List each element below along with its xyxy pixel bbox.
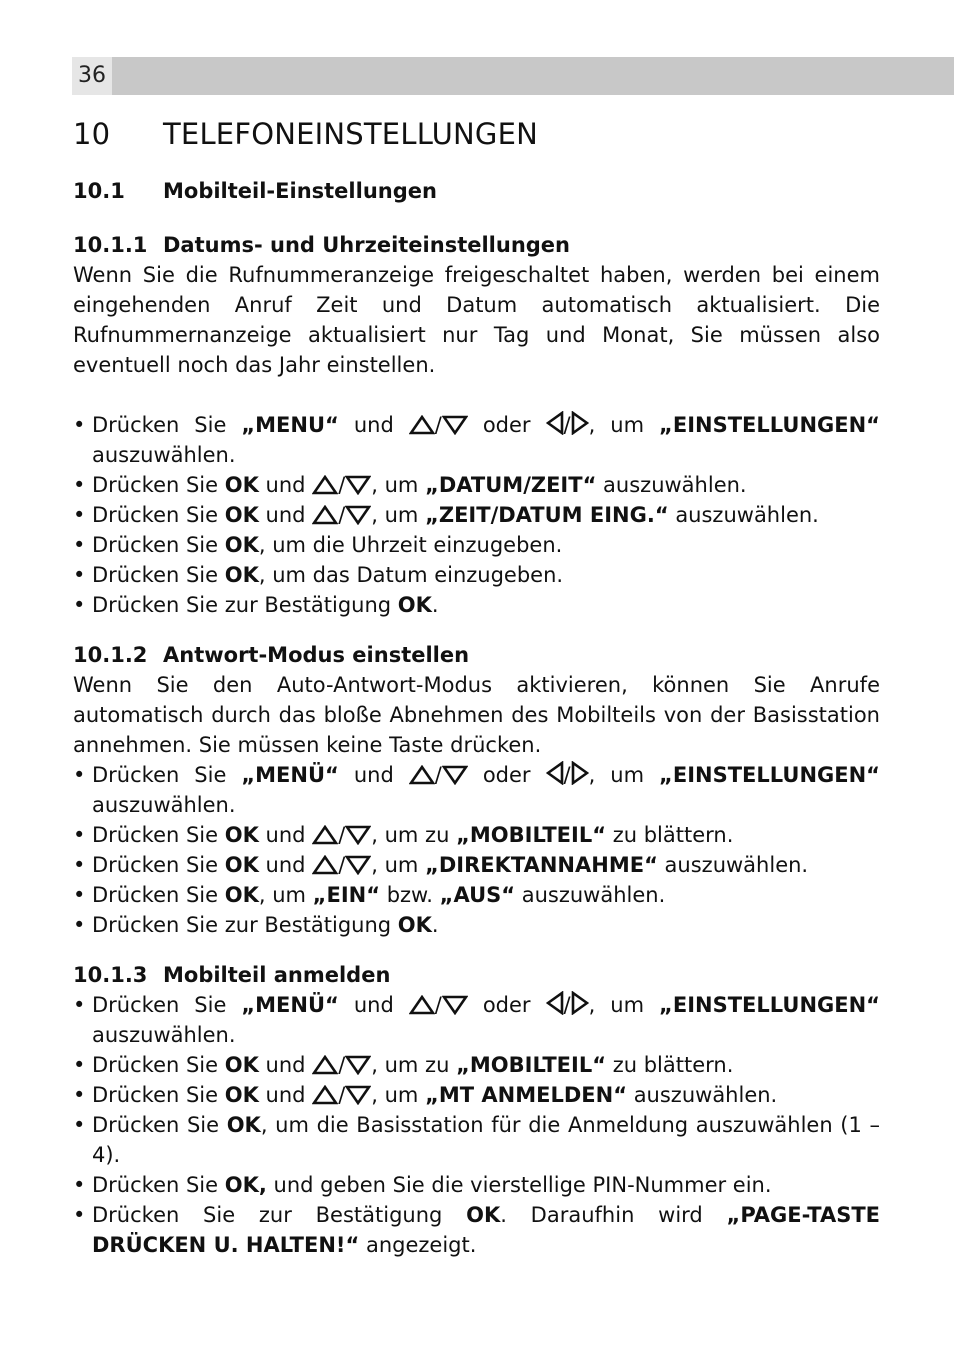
chapter-heading — [73, 112, 880, 156]
up-down-keys — [409, 763, 468, 787]
up-triangle-icon — [312, 1055, 338, 1075]
right-triangle-icon — [571, 411, 589, 435]
list-item: • Drücken Sie OK und / , um zu „MOBILTEIL“ zu blättern. — [73, 1050, 880, 1080]
left-triangle-icon — [546, 411, 564, 435]
right-triangle-icon — [571, 991, 589, 1015]
slash-separator: / — [563, 413, 571, 437]
up-down-keys — [312, 473, 371, 497]
chapter-number: 10 — [73, 117, 111, 151]
up-triangle-icon — [312, 505, 338, 525]
slash-separator: / — [434, 763, 442, 787]
list-item: • Drücken Sie OK und / , um zu „MOBILTEIL“ zu blättern. — [73, 820, 880, 850]
instruction-list — [73, 410, 880, 620]
list-item: • Drücken Sie zur Bestätigung OK. Daraufhin wird „PAGE-TASTE DRÜCKEN U. HALTEN!“ angezeigt. — [73, 1200, 880, 1260]
up-triangle-icon — [312, 855, 338, 875]
down-triangle-icon — [442, 995, 468, 1015]
list-item: • Drücken Sie OK und / , um „ZEIT/DATUM EING.“ auszuwählen. — [73, 500, 880, 530]
instruction-list — [73, 990, 880, 1260]
instruction-list — [73, 760, 880, 940]
left-right-keys — [546, 993, 589, 1017]
down-triangle-icon — [442, 415, 468, 435]
intro-paragraph: Wenn Sie die Rufnummeranzeige freigeschaltet haben, werden bei einem eingehenden Anruf Zeit und Datum automatisch aktualisiert. Die Rufnummernanzeige aktualisiert nur Tag und Monat, Sie müssen also eventuell noch das Jahr einstellen. — [73, 263, 880, 377]
up-down-keys — [312, 503, 371, 527]
up-triangle-icon — [409, 995, 435, 1015]
slash-separator: / — [563, 993, 571, 1017]
page-content — [73, 112, 880, 1260]
list-item: • Drücken Sie OK, um das Datum einzugeben. — [73, 560, 880, 590]
list-item: • Drücken Sie „MENÜ“ und / oder / , um „EINSTELLUNGEN“ auszuwählen. — [73, 990, 880, 1050]
subsection-title: Mobilteil anmelden — [163, 963, 391, 987]
down-triangle-icon — [345, 825, 371, 845]
down-triangle-icon — [345, 505, 371, 525]
subsection-heading — [73, 960, 880, 990]
list-item: • Drücken Sie OK, um die Basisstation für die Anmeldung auszuwählen (1 – 4). — [73, 1110, 880, 1170]
subsection-number: 10.1.2 — [73, 643, 148, 667]
up-triangle-icon — [409, 765, 435, 785]
subsection-title: Datums- und Uhrzeiteinstellungen — [163, 233, 570, 257]
up-down-keys — [312, 1083, 371, 1107]
section-title: Mobilteil-Einstellungen — [163, 179, 437, 203]
up-down-keys — [409, 413, 468, 437]
down-triangle-icon — [442, 765, 468, 785]
slash-separator: / — [434, 993, 442, 1017]
list-item: • Drücken Sie zur Bestätigung OK. — [73, 910, 880, 940]
subsection-title: Antwort-Modus einstellen — [163, 643, 470, 667]
left-right-keys — [546, 413, 589, 437]
chapter-title: TELEFONEINSTELLUNGEN — [163, 117, 539, 151]
subsection-number: 10.1.3 — [73, 963, 148, 987]
intro-paragraph: Wenn Sie den Auto-Antwort-Modus aktivieren, können Sie Anrufe automatisch durch das bloße Abnehmen des Mobilteils von der Basisstation annehmen. Sie müssen keine Taste drücken. — [73, 673, 880, 757]
list-item: • Drücken Sie OK und / , um „DATUM/ZEIT“ auszuwählen. — [73, 470, 880, 500]
list-item: • Drücken Sie OK, um „EIN“ bzw. „AUS“ auszuwählen. — [73, 880, 880, 910]
up-down-keys — [312, 853, 371, 877]
list-item: • Drücken Sie zur Bestätigung OK. — [73, 590, 880, 620]
slash-separator: / — [338, 473, 346, 497]
down-triangle-icon — [345, 1055, 371, 1075]
right-triangle-icon — [571, 761, 589, 785]
down-triangle-icon — [345, 1085, 371, 1105]
subsection-number: 10.1.1 — [73, 233, 148, 257]
down-triangle-icon — [345, 475, 371, 495]
list-item: • Drücken Sie OK und / , um „MT ANMELDEN“ auszuwählen. — [73, 1080, 880, 1110]
slash-separator: / — [338, 1053, 346, 1077]
list-item: • Drücken Sie OK, und geben Sie die vierstellige PIN-Nummer ein. — [73, 1170, 880, 1200]
up-triangle-icon — [312, 825, 338, 845]
section-heading — [73, 176, 880, 206]
subsection-heading — [73, 230, 880, 260]
down-triangle-icon — [345, 855, 371, 875]
list-item: • Drücken Sie „MENÜ“ und / oder / , um „EINSTELLUNGEN“ auszuwählen. — [73, 760, 880, 820]
left-triangle-icon — [546, 991, 564, 1015]
slash-separator: / — [338, 823, 346, 847]
up-down-keys — [312, 823, 371, 847]
section-number: 10.1 — [73, 179, 125, 203]
up-triangle-icon — [312, 475, 338, 495]
up-triangle-icon — [312, 1085, 338, 1105]
page-number: 36 — [72, 57, 112, 95]
list-item: • Drücken Sie „MENU“ und / oder / , um „EINSTELLUNGEN“ auszuwählen. — [73, 410, 880, 470]
up-down-keys — [409, 993, 468, 1017]
slash-separator: / — [563, 763, 571, 787]
list-item: • Drücken Sie OK, um die Uhrzeit einzugeben. — [73, 530, 880, 560]
left-triangle-icon — [546, 761, 564, 785]
slash-separator: / — [338, 503, 346, 527]
slash-separator: / — [434, 413, 442, 437]
slash-separator: / — [338, 853, 346, 877]
slash-separator: / — [338, 1083, 346, 1107]
up-triangle-icon — [409, 415, 435, 435]
subsection-heading — [73, 640, 880, 670]
page-header-bar — [72, 57, 954, 95]
list-item: • Drücken Sie OK und / , um „DIREKTANNAHME“ auszuwählen. — [73, 850, 880, 880]
left-right-keys — [546, 763, 589, 787]
up-down-keys — [312, 1053, 371, 1077]
